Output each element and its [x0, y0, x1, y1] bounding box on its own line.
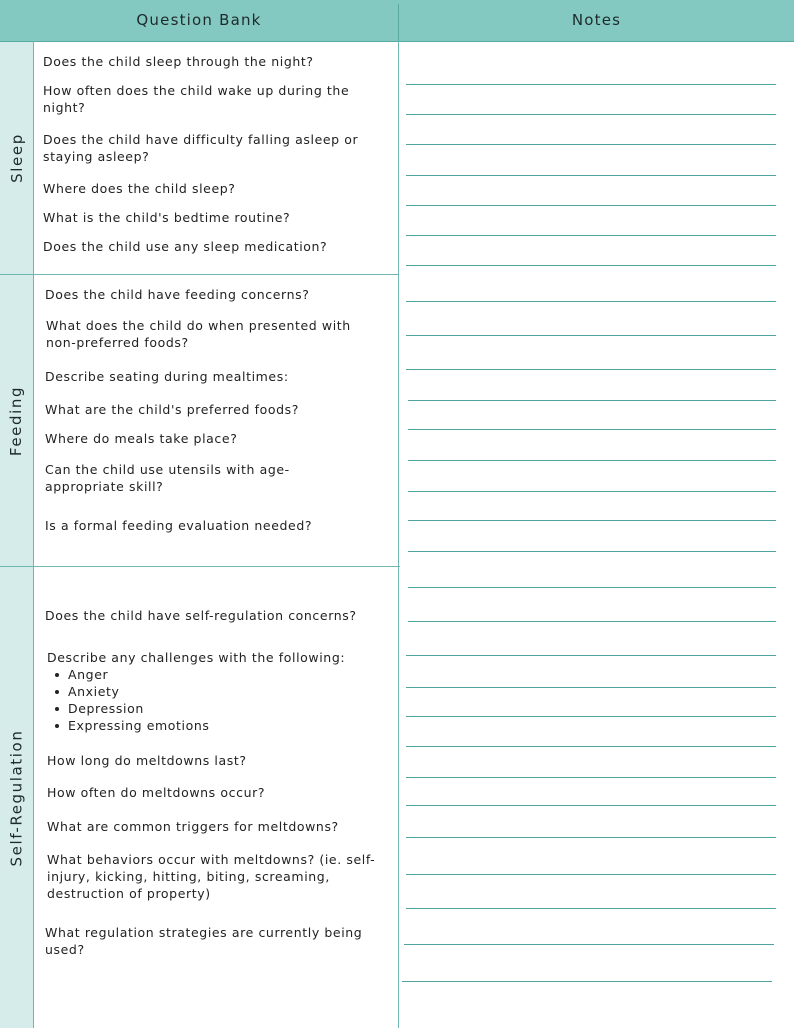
- question-item: What is the child's bedtime routine?: [43, 210, 291, 225]
- challenge-list: [46, 666, 346, 734]
- feeding-sidebar: [0, 275, 33, 566]
- note-line: [406, 837, 776, 838]
- note-line: [406, 716, 776, 717]
- note-line: [406, 777, 776, 778]
- section-divider-sleep: [0, 274, 398, 275]
- note-line: [406, 144, 776, 145]
- note-line: [406, 235, 776, 236]
- note-line: [406, 369, 776, 370]
- challenge-list-item: Expressing emotions: [46, 717, 346, 734]
- note-line: [408, 587, 776, 588]
- note-line: [408, 520, 776, 521]
- note-line: [406, 265, 776, 266]
- question-item: How often do meltdowns occur?: [47, 785, 266, 800]
- notes-heading: Notes: [571, 11, 622, 29]
- sidebar-divider: [33, 41, 34, 1028]
- question-item: Does the child have feeding concerns?: [45, 287, 310, 302]
- note-line: [408, 491, 776, 492]
- column-divider: [398, 41, 399, 1028]
- section-divider-feeding: [0, 566, 400, 567]
- question-item: Does the child use any sleep medication?: [43, 239, 328, 254]
- question-item: Does the child have difficulty falling asleep or staying asleep?: [43, 132, 359, 164]
- note-line: [406, 746, 776, 747]
- question-item: Where do meals take place?: [45, 431, 238, 446]
- note-line: [408, 621, 776, 622]
- question-item: What are common triggers for meltdowns?: [47, 819, 339, 834]
- question-item: Can the child use utensils with age-appropriate skill?: [45, 462, 290, 494]
- question-item: What are the child's preferred foods?: [45, 402, 300, 417]
- note-line: [406, 335, 776, 336]
- sleep-section-label: Sleep: [7, 133, 26, 183]
- note-line: [406, 874, 776, 875]
- note-line: [408, 429, 776, 430]
- question-item: What regulation strategies are currently being used?: [45, 925, 363, 957]
- question-item: Is a formal feeding evaluation needed?: [45, 518, 313, 533]
- note-line: [408, 400, 776, 401]
- question-item: Does the child sleep through the night?: [43, 54, 314, 69]
- question-item: How often does the child wake up during the night?: [43, 83, 350, 115]
- question-bank-heading: Question Bank: [136, 11, 262, 29]
- note-line: [404, 944, 774, 945]
- note-line: [406, 205, 776, 206]
- note-line: [406, 687, 776, 688]
- challenge-list-item: Depression: [46, 700, 346, 717]
- question-item: Where does the child sleep?: [43, 181, 236, 196]
- sleep-sidebar: [0, 42, 33, 274]
- question-item: Describe seating during mealtimes:: [45, 369, 289, 384]
- note-line: [406, 84, 776, 85]
- self-regulation-section-label: Self-Regulation: [7, 729, 26, 866]
- note-line: [406, 114, 776, 115]
- note-line: [406, 301, 776, 302]
- note-line: [408, 551, 776, 552]
- question-item: How long do meltdowns last?: [47, 753, 247, 768]
- self-regulation-sidebar: [0, 567, 33, 1028]
- feeding-section-label: Feeding: [7, 385, 26, 456]
- note-line: [406, 805, 776, 806]
- table-header: [0, 0, 794, 42]
- question-item: Does the child have self-regulation concerns?: [45, 608, 357, 623]
- note-line: [406, 908, 776, 909]
- question-item: What behaviors occur with meltdowns? (ie. self-injury, kicking, hitting, biting, screaming, destruction of property): [47, 852, 376, 901]
- note-line: [402, 981, 772, 982]
- note-line: [406, 655, 776, 656]
- challenge-list-item: Anxiety: [46, 683, 346, 700]
- question-item: Describe any challenges with the following:: [47, 650, 346, 665]
- question-item: What does the child do when presented with non-preferred foods?: [46, 318, 351, 350]
- note-line: [408, 460, 776, 461]
- challenge-list-item: Anger: [46, 666, 346, 683]
- note-line: [406, 175, 776, 176]
